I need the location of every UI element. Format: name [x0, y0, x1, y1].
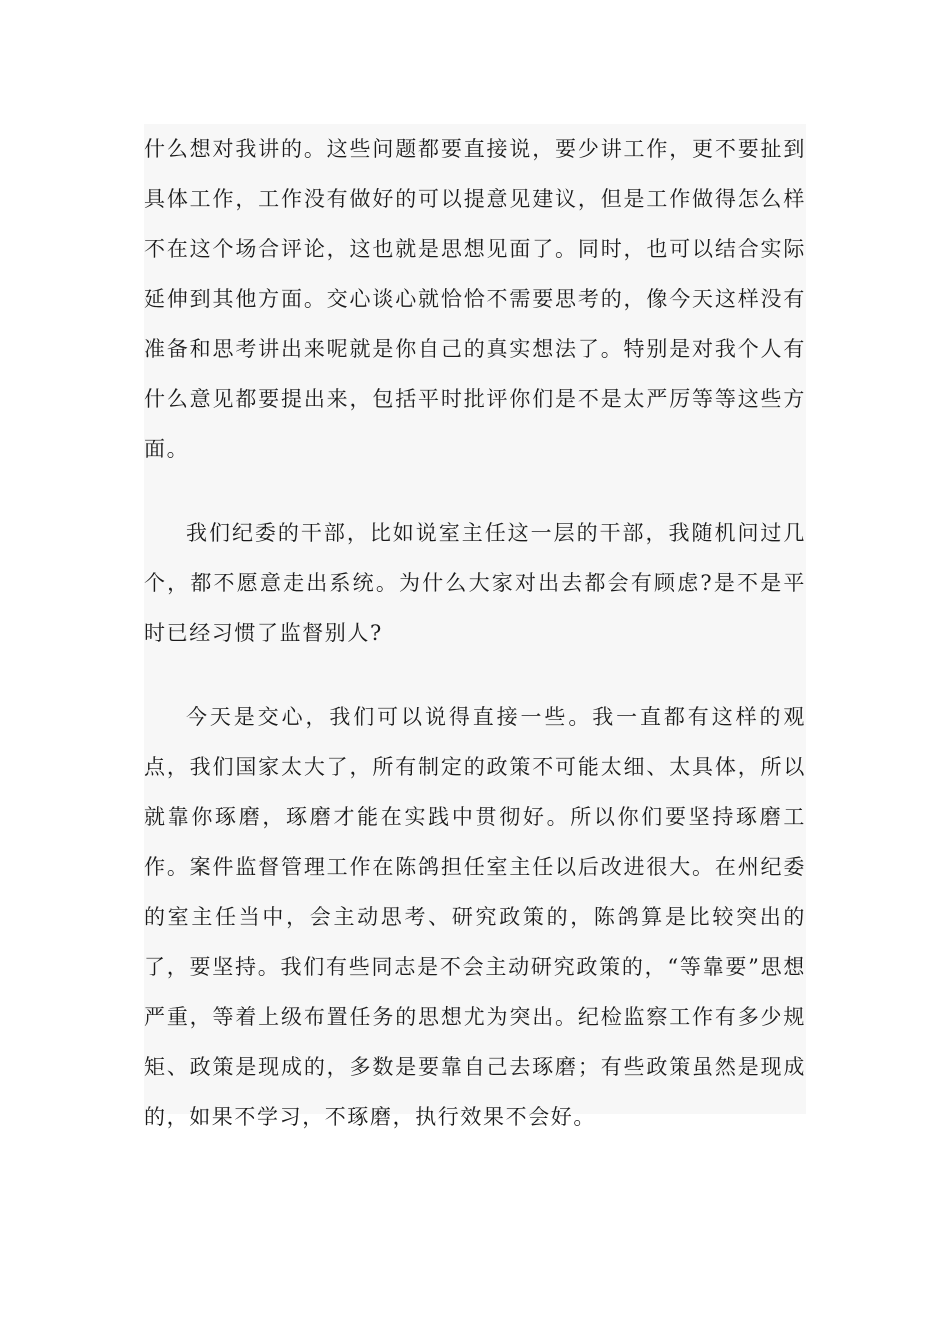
paragraph-1: 什么想对我讲的。这些问题都要直接说，要少讲工作，更不要扯到具体工作，工作没有做好的可以提意见建议，但是工作做得怎么样不在这个场合评论，这也就是思想见面了。同时，也可以结合实际延伸到其他方面。交心谈心就恰恰不需要思考的，像今天这样没有准备和思考讲出来呢就是你自己的真实想法了。特别是对我个人有什么意见都要提出来，包括平时批评你们是不是太严厉等等这些方面。 [144, 137, 806, 461]
paragraph-2: 我们纪委的干部，比如说室主任这一层的干部，我随机问过几个，都不愿意走出系统。为什么大家对出去都会有顾虑?是不是平时已经习惯了监督别人? [144, 521, 806, 645]
document-text-block [144, 124, 806, 1129]
paragraph-3: 今天是交心，我们可以说得直接一些。我一直都有这样的观点，我们国家太大了，所有制定的政策不可能太细、太具体，所以就靠你琢磨，琢磨才能在实践中贯彻好。所以你们要坚持琢磨工作。案件监督管理工作在陈鸽担任室主任以后改进很大。在州纪委的室主任当中，会主动思考、研究政策的，陈鸽算是比较突出的了，要坚持。我们有些同志是不会主动研究政策的，“等靠要”思想严重，等着上级布置任务的思想尤为突出。纪检监察工作有多少规矩、政策是现成的，多数是要靠自己去琢磨；有些政策虽然是现成的，如果不学习，不琢磨，执行效果不会好。 [144, 705, 806, 1129]
